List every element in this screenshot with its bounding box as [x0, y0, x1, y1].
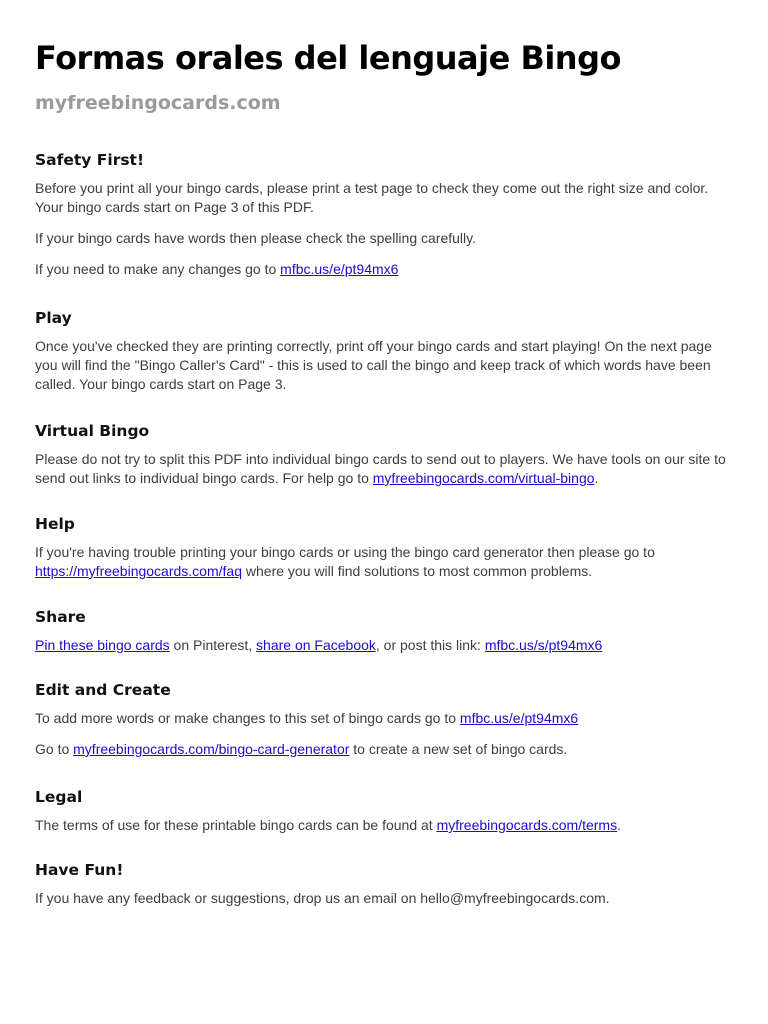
legal-heading: Legal — [35, 788, 83, 806]
share-text-2: , or post this link: — [375, 637, 485, 653]
edit-p1-prefix: To add more words or make changes to this set of bingo cards go to — [35, 710, 460, 726]
faq-link[interactable]: https://myfreebingocards.com/faq — [35, 563, 242, 579]
share-link[interactable]: mfbc.us/s/pt94mx6 — [484, 637, 603, 653]
safety-heading: Safety First! — [35, 151, 145, 169]
terms-link[interactable]: myfreebingocards.com/terms — [436, 817, 618, 833]
document-page — [0, 0, 768, 116]
virtual-paragraph — [35, 450, 735, 488]
section-legal — [35, 786, 735, 835]
help-heading: Help — [35, 515, 75, 533]
virtual-bingo-link[interactable]: myfreebingocards.com/virtual-bingo — [372, 470, 595, 486]
section-have-fun — [35, 859, 735, 908]
pinterest-link[interactable]: Pin these bingo cards — [35, 637, 170, 653]
generator-link[interactable]: myfreebingocards.com/bingo-card-generator — [73, 741, 350, 757]
safety-paragraph-2: If your bingo cards have words then please check the spelling carefully. — [35, 230, 476, 246]
play-paragraph: Once you've checked they are printing correctly, print off your bingo cards and start playing! On the next page you will find the "Bingo Caller's Card" - this is used to call the bingo and keep track of which words have been called. Your bingo cards start on Page 3. — [35, 338, 712, 392]
edit-heading: Edit and Create — [35, 681, 171, 699]
legal-p-suffix: . — [617, 817, 621, 833]
share-paragraph — [35, 636, 735, 655]
legal-p-prefix: The terms of use for these printable bingo cards can be found at — [35, 817, 437, 833]
section-edit-create — [35, 679, 735, 759]
facebook-link[interactable]: share on Facebook — [256, 637, 376, 653]
section-virtual-bingo — [35, 420, 735, 488]
section-play — [35, 307, 735, 394]
virtual-p-suffix: . — [594, 470, 599, 486]
help-paragraph — [35, 543, 735, 581]
virtual-p-prefix: Please do not try to split this PDF into individual bingo cards to send out to players. We have tools on our site to send out links to individual bingo cards. For help go to — [35, 451, 726, 486]
safety-paragraph-1: Before you print all your bingo cards, please print a test page to check they come out the right size and color. Your bingo cards start on Page 3 of this PDF. — [35, 180, 709, 215]
safety-paragraph-3 — [35, 260, 735, 279]
site-name: myfreebingocards.com — [35, 92, 281, 114]
section-help — [35, 513, 735, 581]
play-heading: Play — [35, 309, 72, 327]
safety-p3-prefix: If you need to make any changes go to — [35, 261, 281, 277]
edit-paragraph-2 — [35, 740, 735, 759]
virtual-heading: Virtual Bingo — [35, 422, 150, 440]
legal-paragraph — [35, 816, 735, 835]
edit-set-link[interactable]: mfbc.us/e/pt94mx6 — [459, 710, 579, 726]
edit-link[interactable]: mfbc.us/e/pt94mx6 — [280, 261, 399, 277]
section-safety — [35, 149, 735, 279]
share-heading: Share — [35, 608, 86, 626]
edit-p2-suffix: to create a new set of bingo cards. — [349, 741, 568, 757]
section-share — [35, 606, 735, 655]
edit-paragraph-1 — [35, 709, 735, 728]
share-text-1: on Pinterest, — [169, 637, 257, 653]
fun-heading: Have Fun! — [35, 861, 124, 879]
edit-p2-prefix: Go to — [35, 741, 74, 757]
help-p-prefix: If you're having trouble printing your bingo cards or using the bingo card generator then please go to — [35, 544, 655, 560]
page-title: Formas orales del lenguaje Bingo — [35, 39, 621, 77]
fun-paragraph: If you have any feedback or suggestions, drop us an email on hello@myfreebingocards.com. — [35, 890, 610, 906]
help-p-suffix: where you will find solutions to most common problems. — [242, 563, 593, 579]
